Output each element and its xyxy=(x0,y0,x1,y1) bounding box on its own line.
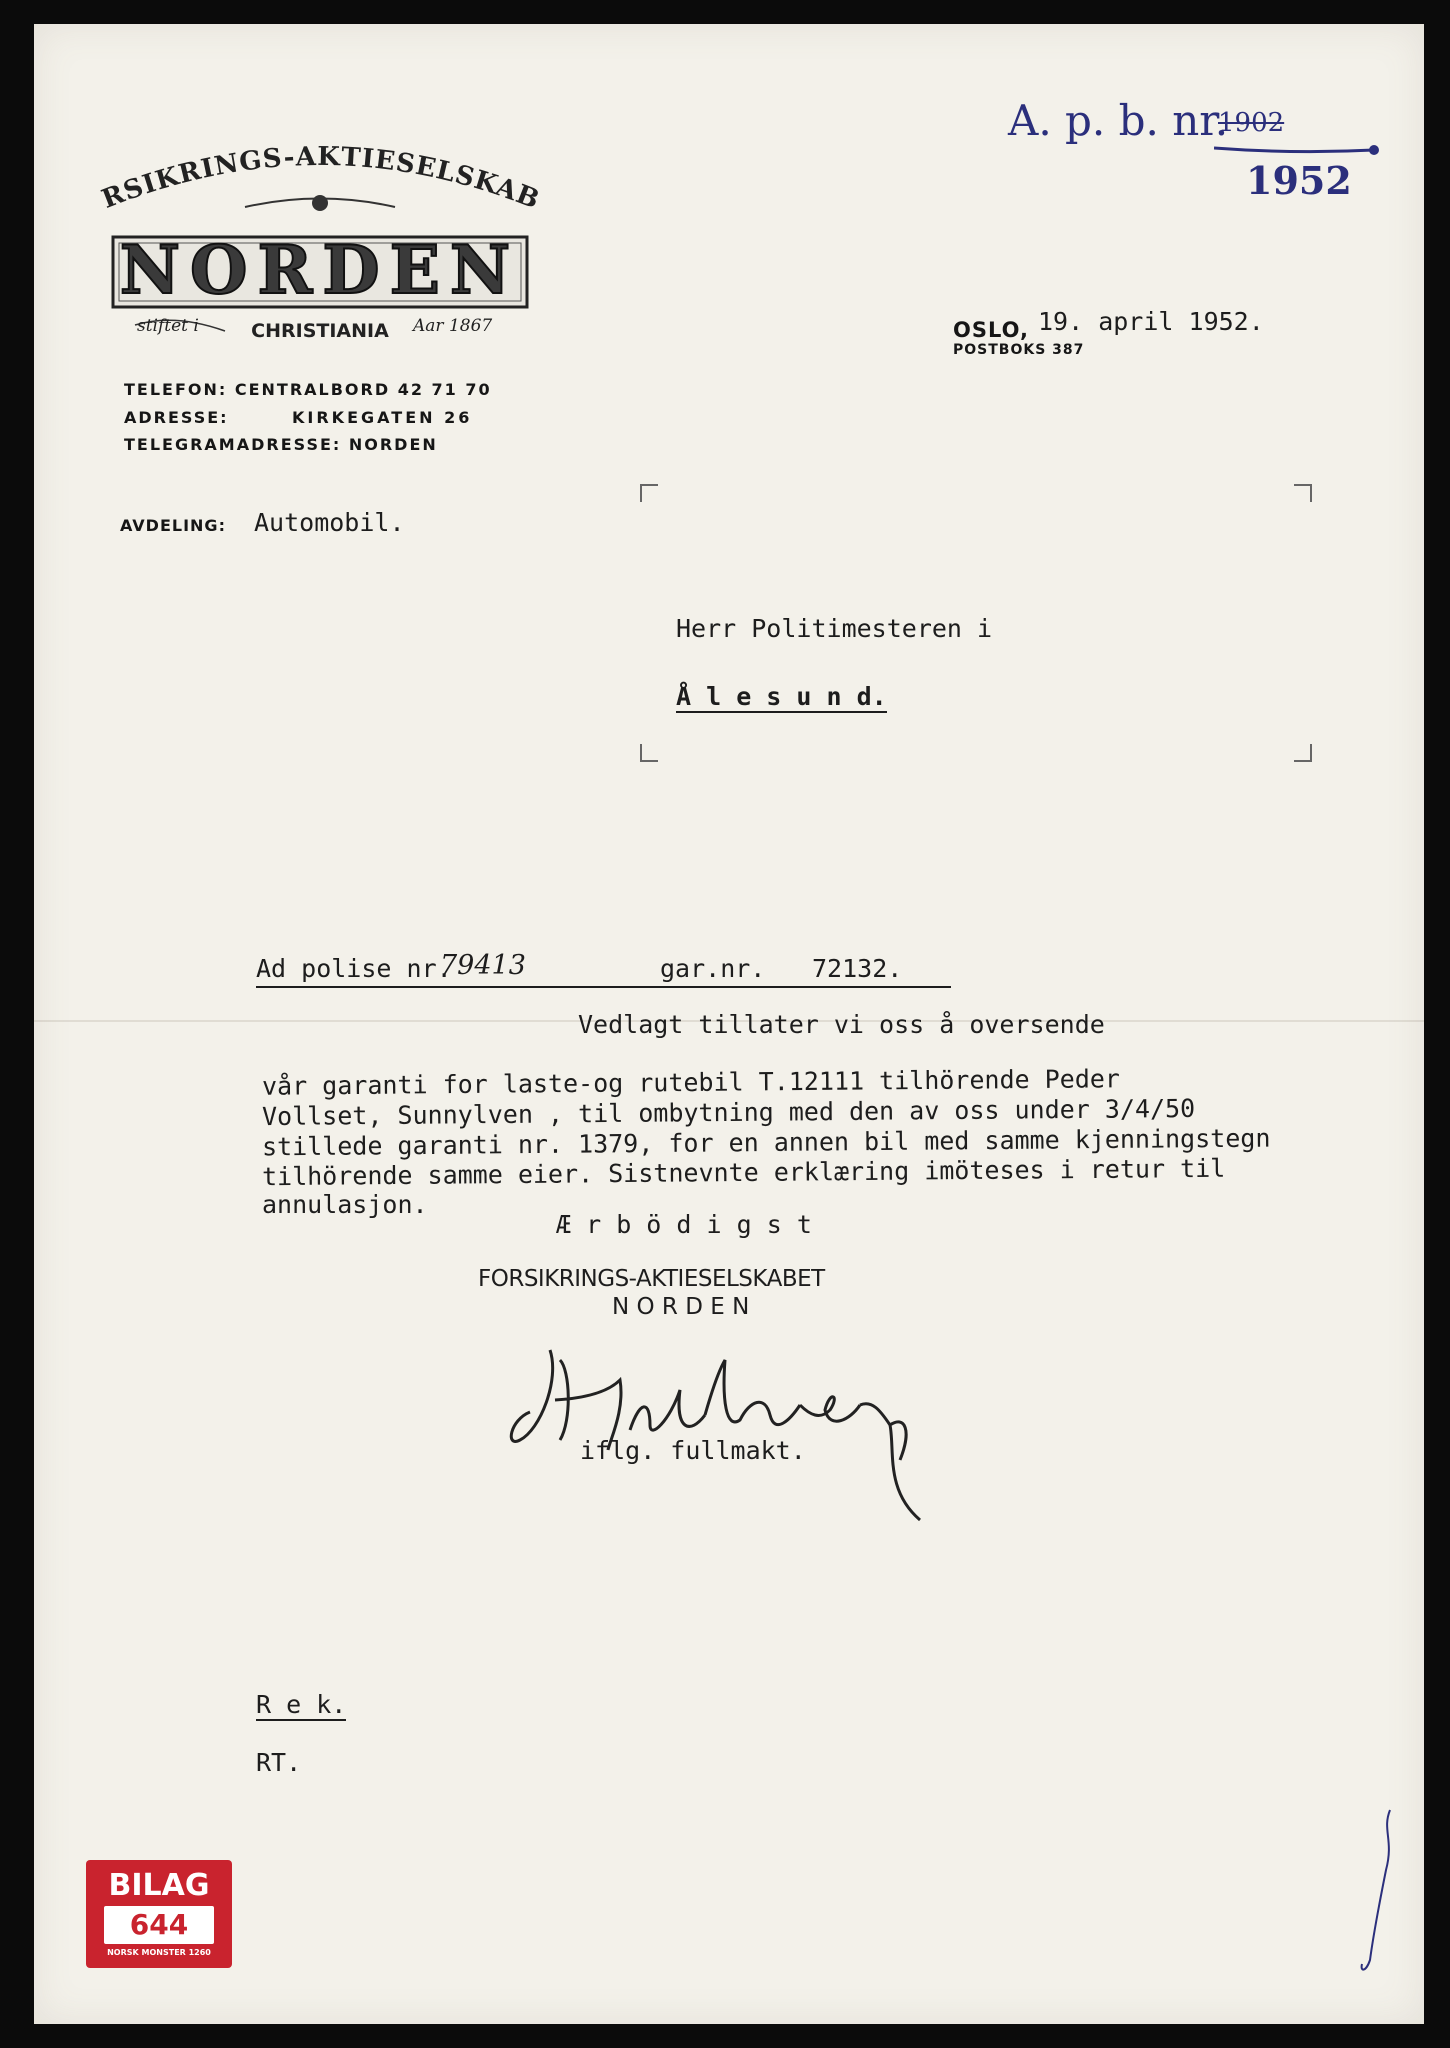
letterhead-telegram: TELEGRAMADRESSE: NORDEN xyxy=(124,435,438,454)
footer-initials: RT. xyxy=(256,1748,302,1777)
recipient-city: Å l e s u n d. xyxy=(676,682,887,711)
logo-founded-left: stiftet i xyxy=(137,316,199,336)
avdeling-label: AVDELING: xyxy=(120,516,226,535)
archive-stamp-number: 1902 xyxy=(1218,108,1285,138)
handwritten-signature xyxy=(500,1320,1020,1540)
archive-stamp-strike xyxy=(1214,118,1384,158)
closing-company-name: N O R D E N xyxy=(612,1294,750,1320)
address-window-corner-tl xyxy=(640,484,658,502)
closing-company: FORSIKRINGS-AKTIESELSKABET xyxy=(478,1266,825,1292)
reference-label: Ad polise nr. xyxy=(256,954,452,983)
policy-number: 79413 xyxy=(440,950,526,981)
logo-founded-right: Aar 1867 xyxy=(413,316,493,336)
gar-label: gar.nr. xyxy=(660,954,766,983)
logo-name: NORDEN xyxy=(119,231,521,309)
address-window-corner-tr xyxy=(1294,484,1312,502)
archive-stamp-year: 1952 xyxy=(1246,158,1352,203)
logo-founded-city: CHRISTIANIA xyxy=(251,320,389,342)
recipient-line1: Herr Politimesteren i xyxy=(676,614,993,643)
letterhead-adresse-value: KIRKEGATEN 26 xyxy=(292,408,473,427)
bilag-stamp-title: BILAG xyxy=(108,1868,210,1903)
address-window-corner-br xyxy=(1294,744,1312,762)
address-window-corner-bl xyxy=(640,744,658,762)
gar-number: 72132. xyxy=(812,954,903,983)
logo-company-arc: RSIKRINGS-AKTIESELSKAB xyxy=(97,141,544,216)
bilag-stamp xyxy=(86,1860,232,1968)
date-postboks: POSTBOKS 387 xyxy=(953,342,1085,358)
body-line2: vår garanti for laste-og rutebil T.12111 tilhörende Peder xyxy=(261,1064,1121,1101)
footer-rek: R e k. xyxy=(256,1690,347,1719)
closing-greeting: Æ r b ö d i g s t xyxy=(556,1210,812,1239)
bilag-stamp-number: 644 xyxy=(129,1908,189,1941)
norden-logo xyxy=(95,135,545,350)
margin-pencil-mark xyxy=(1290,1800,1410,1980)
body-line3: Vollset, Sunnylven , til ombytning med den av oss under 3/4/50 xyxy=(261,1093,1196,1132)
body-line4: stillede garanti nr. 1379, for en annen bil med samme kjenningstegn xyxy=(261,1123,1271,1162)
letterhead-adresse-label: ADRESSE: xyxy=(124,408,229,427)
avdeling-value: Automobil. xyxy=(254,508,405,537)
bilag-stamp-small: NORSK MONSTER 1260 xyxy=(107,1948,211,1957)
body-line1: Vedlagt tillater vi oss å oversende xyxy=(578,1010,1105,1039)
letterhead-telefon: TELEFON: CENTRALBORD 42 71 70 xyxy=(124,380,492,399)
signature-note: iflg. fullmakt. xyxy=(580,1436,806,1465)
letter-date: 19. april 1952. xyxy=(1038,307,1264,336)
reference-underline xyxy=(256,986,951,988)
date-city: OSLO, xyxy=(953,318,1029,342)
archive-stamp-label: A. p. b. nr. xyxy=(1008,96,1229,145)
body-line6: annulasjon. xyxy=(262,1190,428,1219)
body-line5: tilhörende samme eier. Sistnevnte erklæring imöteses i retur til xyxy=(261,1153,1226,1192)
